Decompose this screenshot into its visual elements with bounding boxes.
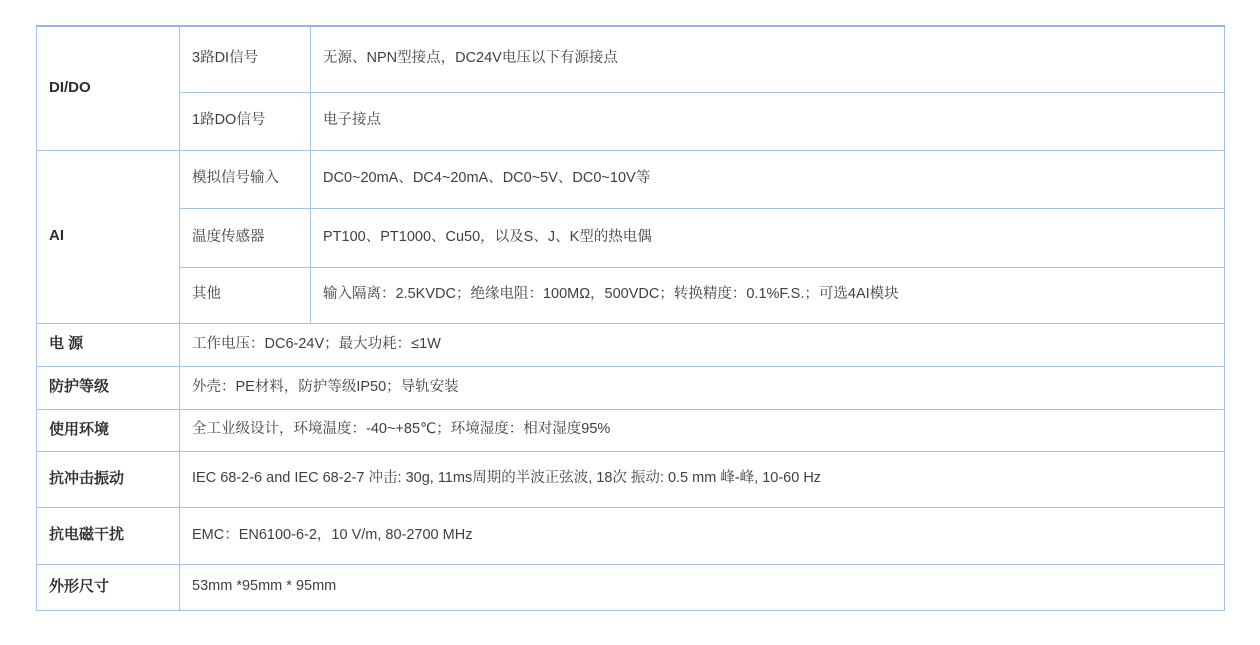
param-cell: 其他 (180, 267, 311, 323)
value-cell: IEC 68-2-6 and IEC 68-2-7 冲击: 30g, 11ms周期的半波正弦波, 18次 振动: 0.5 mm 峰-峰, 10-60 Hz (180, 451, 1225, 507)
table-row (37, 208, 1225, 267)
row-label-power: 电 源 (37, 323, 180, 366)
param-cell: 温度传感器 (180, 208, 311, 267)
table-row (37, 267, 1225, 323)
row-label-shock-vibration: 抗冲击振动 (37, 451, 180, 507)
value-cell: 电子接点 (311, 92, 1225, 150)
spec-table (36, 25, 1225, 611)
param-cell: 1路DO信号 (180, 92, 311, 150)
param-cell: 3路DI信号 (180, 26, 311, 92)
table-row (37, 323, 1225, 366)
table-row (37, 366, 1225, 409)
value-cell: 全工业级设计，环境温度：-40~+85℃；环境湿度：相对湿度95% (180, 409, 1225, 451)
group-label-dido: DI/DO (37, 26, 180, 150)
table-row (37, 409, 1225, 451)
table-row (37, 451, 1225, 507)
table-row (37, 507, 1225, 564)
value-cell: 输入隔离：2.5KVDC；绝缘电阻：100MΩ，500VDC；转换精度：0.1%F.S.；可选4AI模块 (311, 267, 1225, 323)
row-label-emc: 抗电磁干扰 (37, 507, 180, 564)
row-label-dimensions: 外形尺寸 (37, 564, 180, 610)
value-cell: 工作电压：DC6-24V；最大功耗：≤1W (180, 323, 1225, 366)
value-cell: 无源、NPN型接点，DC24V电压以下有源接点 (311, 26, 1225, 92)
group-label-ai: AI (37, 150, 180, 323)
row-label-protection: 防护等级 (37, 366, 180, 409)
table-row (37, 26, 1225, 92)
value-cell: EMC：EN6100-6-2，10 V/m, 80-2700 MHz (180, 507, 1225, 564)
row-label-environment: 使用环境 (37, 409, 180, 451)
table-row (37, 150, 1225, 208)
value-cell: 53mm *95mm * 95mm (180, 564, 1225, 610)
value-cell: 外壳：PE材料，防护等级IP50；导轨安装 (180, 366, 1225, 409)
param-cell: 模拟信号输入 (180, 150, 311, 208)
value-cell: PT100、PT1000、Cu50，以及S、J、K型的热电偶 (311, 208, 1225, 267)
table-row (37, 92, 1225, 150)
table-row (37, 564, 1225, 610)
value-cell: DC0~20mA、DC4~20mA、DC0~5V、DC0~10V等 (311, 150, 1225, 208)
